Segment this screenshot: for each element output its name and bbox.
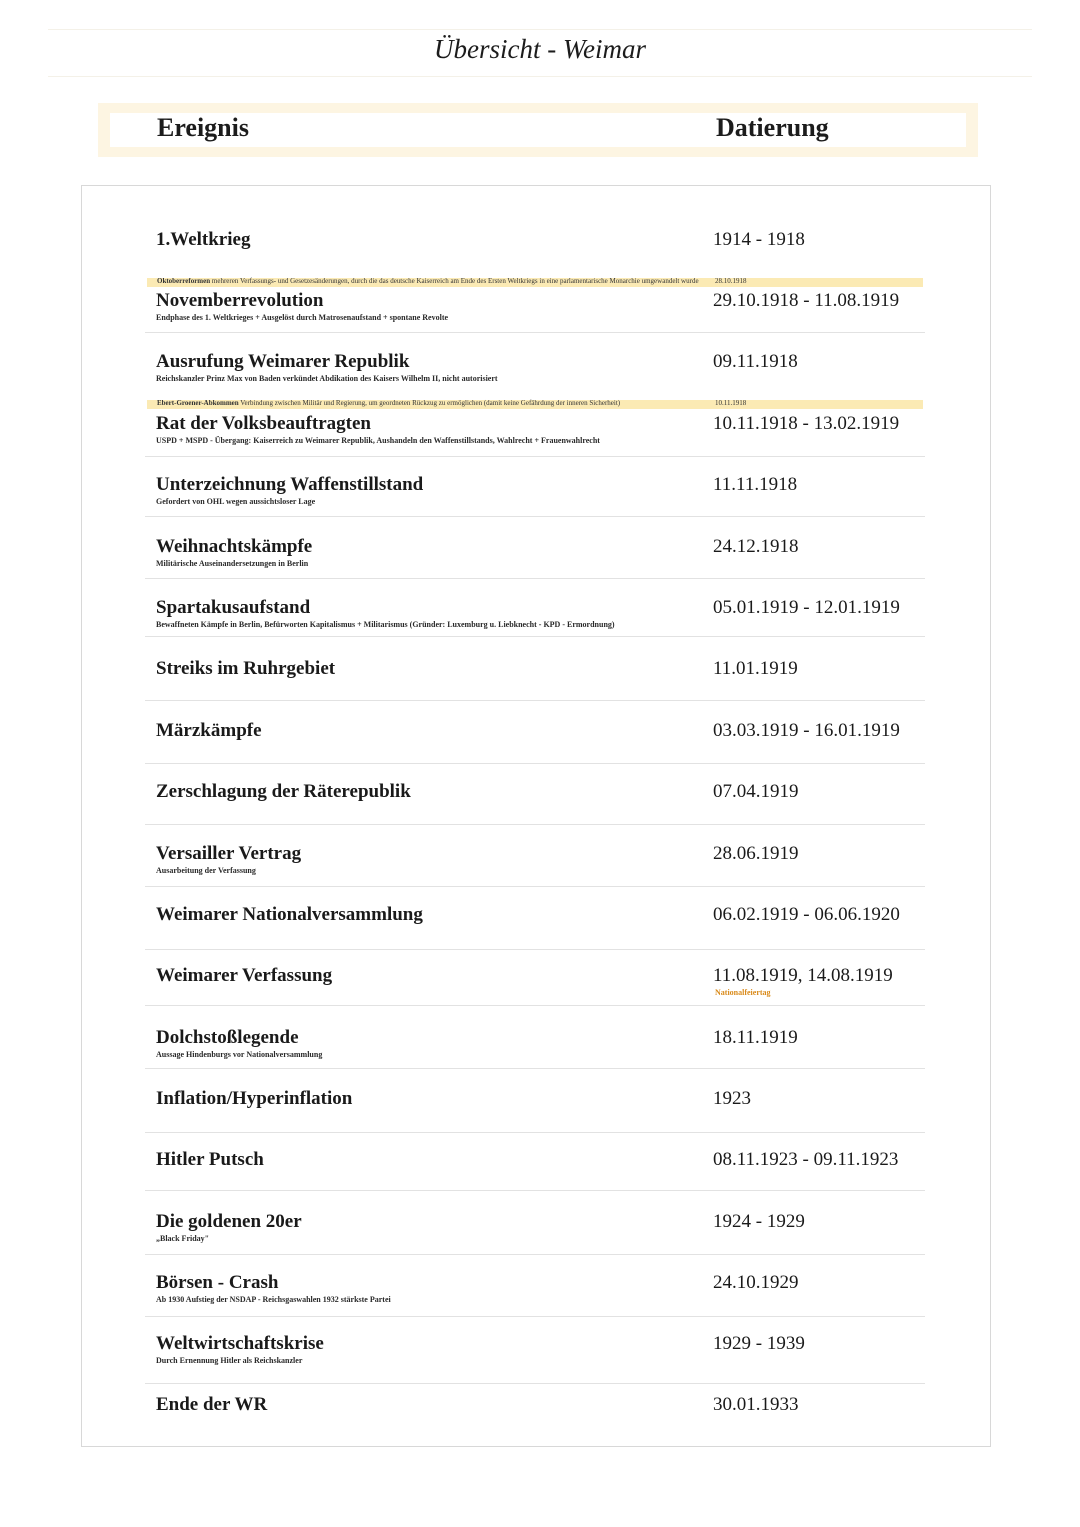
table-row xyxy=(145,597,925,637)
event-subtitle: „Black Friday" xyxy=(156,1234,210,1243)
event-title: Unterzeichnung Waffenstillstand xyxy=(156,474,424,495)
event-subtitle: Ab 1930 Aufstieg der NSDAP - Reichsgaswahlen 1932 stärkste Partei xyxy=(156,1295,391,1304)
event-subtitle: Bewaffneten Kämpfe in Berlin, Befürworten Kapitalismus + Militarismus (Gründer: Luxemburg u. Liebknecht - KPD - Ermordnung) xyxy=(156,620,615,629)
table-row xyxy=(145,1088,925,1133)
highlight-title: Oktoberreformen xyxy=(157,277,211,285)
event-title: Inflation/Hyperinflation xyxy=(156,1088,353,1109)
table-row xyxy=(145,781,925,825)
event-date: 1914 - 1918 xyxy=(713,229,805,250)
table-row xyxy=(145,904,925,950)
event-date: 1923 xyxy=(713,1088,751,1109)
table-row xyxy=(145,1211,925,1255)
event-title: Zerschlagung der Räterepublik xyxy=(156,781,411,802)
event-title: Weltwirtschaftskrise xyxy=(156,1333,324,1354)
event-title: Spartakusaufstand xyxy=(156,597,311,618)
event-subtitle: Militärische Auseinandersetzungen in Berlin xyxy=(156,559,309,568)
table-row xyxy=(145,1027,925,1069)
table-row xyxy=(145,965,925,1006)
header-date: Datierung xyxy=(716,113,829,142)
table-row xyxy=(145,413,925,457)
table-row xyxy=(145,290,925,333)
event-title: Novemberrevolution xyxy=(156,290,324,311)
event-title: Streiks im Ruhrgebiet xyxy=(156,658,336,679)
highlight-text: Verbindung zwischen Militär und Regierung, um geordneten Rückzug zu ermöglichen (damit keine Gefährdung der inneren Sicherheit) xyxy=(240,399,621,407)
event-date: 24.10.1929 xyxy=(713,1272,799,1293)
table-row xyxy=(145,474,925,517)
event-date: 30.01.1933 xyxy=(713,1394,799,1415)
highlight-strip xyxy=(147,278,923,287)
event-subtitle: Aussage Hindenburgs vor Nationalversammlung xyxy=(156,1050,323,1059)
highlight-strip xyxy=(147,400,923,409)
event-title: Börsen - Crash xyxy=(156,1272,279,1293)
event-subtitle: Endphase des 1. Weltkrieges + Ausgelöst durch Matrosenaufstand + spontane Revolte xyxy=(156,313,449,322)
table-row xyxy=(145,351,925,395)
event-title: Die goldenen 20er xyxy=(156,1211,302,1232)
event-title: 1.Weltkrieg xyxy=(156,229,251,250)
event-date: 1924 - 1929 xyxy=(713,1211,805,1232)
table-row xyxy=(145,1333,925,1384)
event-title: Märzkämpfe xyxy=(156,720,262,741)
table-row xyxy=(145,1272,925,1317)
event-date: 11.08.1919, 14.08.1919 xyxy=(713,965,893,986)
event-date: 06.02.1919 - 06.06.1920 xyxy=(713,904,900,925)
event-date: 24.12.1918 xyxy=(713,536,799,557)
event-date: 05.01.1919 - 12.01.1919 xyxy=(713,597,900,618)
event-title: Rat der Volksbeauftragten xyxy=(156,413,371,434)
event-date: 07.04.1919 xyxy=(713,781,799,802)
table-row xyxy=(145,720,925,764)
title-rule xyxy=(48,76,1032,77)
header-event: Ereignis xyxy=(157,113,249,142)
event-title: Dolchstoßlegende xyxy=(156,1027,299,1048)
event-title: Hitler Putsch xyxy=(156,1149,264,1170)
highlight-date: 10.11.1918 xyxy=(715,399,747,407)
event-subtitle: USPD + MSPD - Übergang: Kaiserreich zu Weimarer Republik, Aushandeln den Waffenstillstands, Wahlrecht + Frauenwahlrecht xyxy=(156,436,600,445)
event-date: 11.01.1919 xyxy=(713,658,798,679)
event-title: Weimarer Nationalversammlung xyxy=(156,904,423,925)
event-title: Versailler Vertrag xyxy=(156,843,302,864)
event-subtitle: Ausarbeitung der Verfassung xyxy=(156,866,256,875)
event-date: 08.11.1923 - 09.11.1923 xyxy=(713,1149,899,1170)
highlight-title: Ebert-Groener-Abkommen xyxy=(157,399,239,407)
event-subtitle: Gefordert von OHL wegen aussichtsloser Lage xyxy=(156,497,316,506)
event-date: 10.11.1918 - 13.02.1919 xyxy=(713,413,900,434)
event-date: 03.03.1919 - 16.01.1919 xyxy=(713,720,900,741)
table-row xyxy=(145,658,925,701)
table-row xyxy=(145,843,925,887)
event-title: Weimarer Verfassung xyxy=(156,965,333,986)
event-title: Ausrufung Weimarer Republik xyxy=(156,351,410,372)
event-subtitle: Reichskanzler Prinz Max von Baden verkündet Abdikation des Kaisers Wilhelm II, nicht autorisiert xyxy=(156,374,498,383)
table-row xyxy=(145,229,925,273)
highlight-date: 28.10.1918 xyxy=(715,277,747,285)
top-rule xyxy=(48,29,1032,30)
table-row xyxy=(145,536,925,579)
date-note: Nationalfeiertag xyxy=(715,988,771,997)
event-date: 29.10.1918 - 11.08.1919 xyxy=(713,290,900,311)
event-title: Weihnachtskämpfe xyxy=(156,536,313,557)
table-row xyxy=(145,1394,925,1424)
event-date: 18.11.1919 xyxy=(713,1027,798,1048)
event-date: 28.06.1919 xyxy=(713,843,799,864)
page-title: Übersicht - Weimar xyxy=(434,34,646,64)
highlight-text: mehreren Verfassungs- und Gesetzesänderungen, durch die das deutsche Kaiserreich am Ende des Ersten Weltkriegs in eine parlamentarische Monarchie umgewandelt wurde xyxy=(211,277,699,285)
event-subtitle: Durch Ernennung Hitler als Reichskanzler xyxy=(156,1356,303,1365)
event-title: Ende der WR xyxy=(156,1394,268,1415)
table-row xyxy=(145,1149,925,1191)
event-date: 11.11.1918 xyxy=(713,474,798,495)
event-date: 09.11.1918 xyxy=(713,351,798,372)
event-date: 1929 - 1939 xyxy=(713,1333,805,1354)
